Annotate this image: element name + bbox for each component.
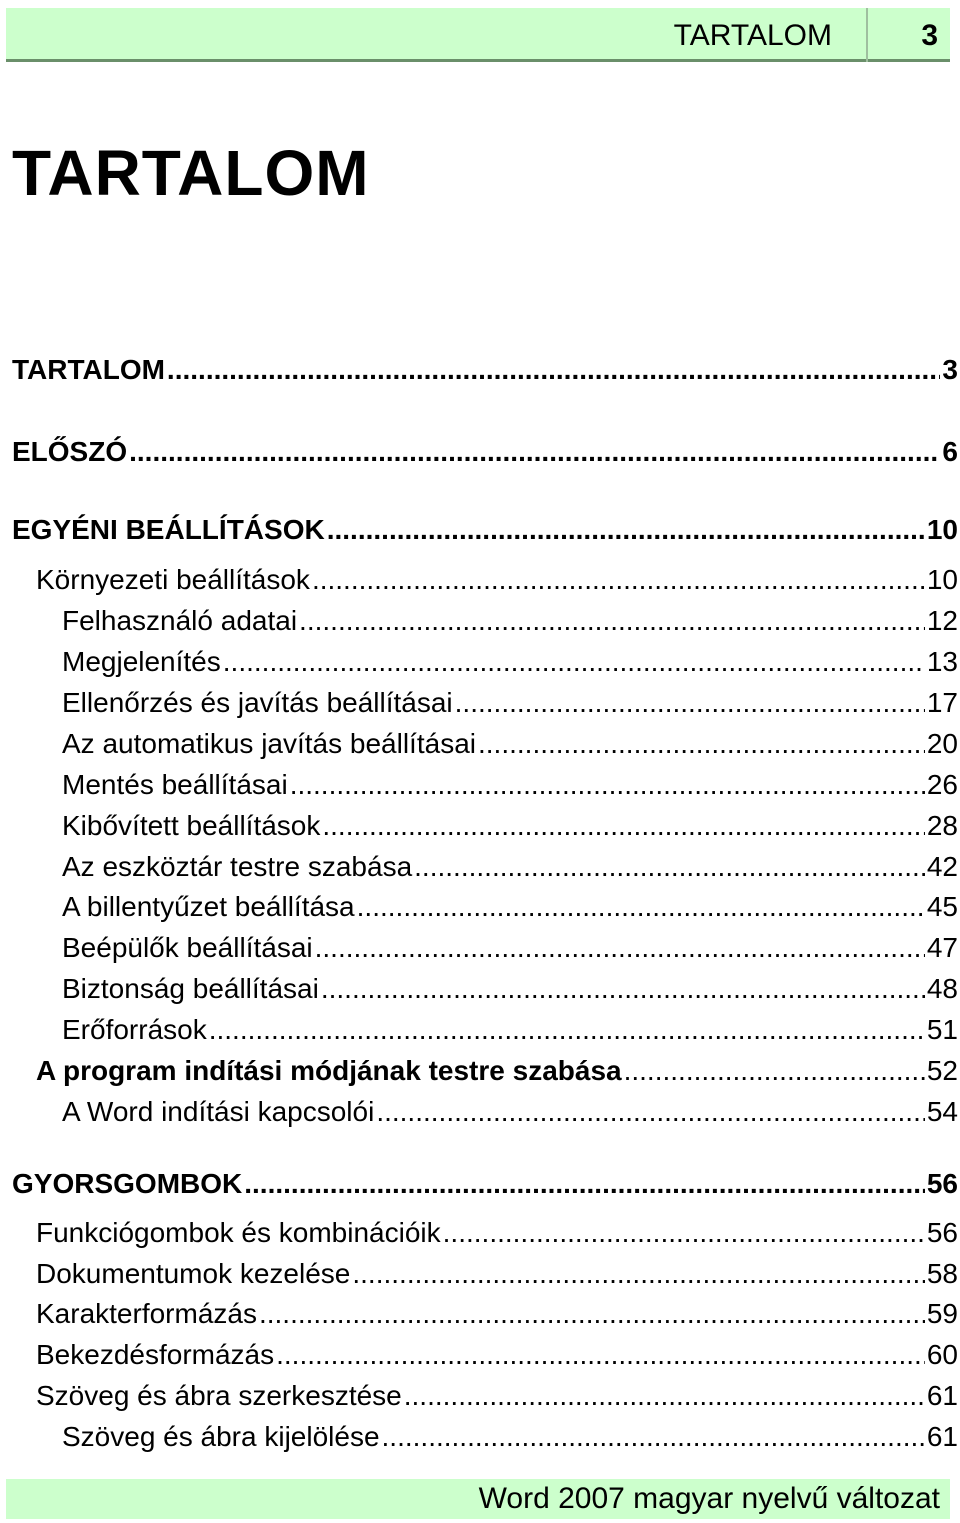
toc-entry-page: 42 — [926, 851, 958, 882]
toc-entry[interactable] — [12, 436, 958, 468]
toc-entry-label: Kibővített beállítások — [62, 810, 321, 841]
toc-entry-label: A program indítási módjának testre szabása — [36, 1055, 622, 1086]
toc-entry-label: Az eszköztár testre szabása — [62, 851, 413, 882]
toc-entry-label: Szöveg és ábra szerkesztése — [36, 1380, 402, 1411]
toc-entry-label: Felhasználó adatai — [62, 605, 298, 636]
footer-text: Word 2007 magyar nyelvű változat — [478, 1482, 940, 1515]
toc-entry-page: 52 — [926, 1055, 958, 1086]
toc-entry-label: Szöveg és ábra kijelölése — [62, 1421, 380, 1452]
toc-leader-dots — [290, 769, 925, 801]
toc-leader-dots — [327, 514, 925, 546]
header-title: TARTALOM — [673, 19, 832, 52]
toc-entry-page: 3 — [942, 354, 958, 385]
toc-entry-page: 28 — [926, 810, 958, 841]
toc-entry[interactable] — [62, 687, 958, 719]
toc-entry[interactable] — [62, 646, 958, 678]
page-footer — [6, 1479, 950, 1519]
toc-entry[interactable] — [36, 1055, 958, 1087]
toc-entry-page: 45 — [926, 891, 958, 922]
toc-leader-dots — [455, 687, 925, 719]
toc-leader-dots — [404, 1380, 925, 1412]
toc-entry-label: Biztonság beállításai — [62, 973, 319, 1004]
toc-leader-dots — [312, 564, 925, 596]
toc-entry-label: Funkciógombok és kombinációik — [36, 1217, 441, 1248]
toc-entry-page: 17 — [926, 687, 958, 718]
toc-entry[interactable] — [36, 1298, 958, 1330]
toc-entry[interactable] — [62, 728, 958, 760]
toc-entry[interactable] — [36, 1217, 958, 1249]
toc-entry-label: Dokumentumok kezelése — [36, 1258, 351, 1289]
toc-entry-page: 13 — [926, 646, 958, 677]
toc-entry-page: 26 — [926, 769, 958, 800]
page-title: TARTALOM — [12, 137, 370, 209]
toc-entry-page: 20 — [926, 728, 958, 759]
toc-entry-page: 48 — [926, 973, 958, 1004]
toc-leader-dots — [276, 1339, 925, 1371]
toc-entry-label: A Word indítási kapcsolói — [62, 1096, 375, 1127]
toc-entry[interactable] — [36, 1258, 958, 1290]
toc-entry-page: 59 — [926, 1298, 958, 1329]
toc-entry[interactable] — [62, 1014, 958, 1046]
toc-entry-page: 10 — [926, 564, 958, 595]
toc-entry[interactable] — [12, 514, 958, 546]
toc-entry-page: 56 — [926, 1217, 958, 1248]
toc-entry-page: 60 — [926, 1339, 958, 1370]
toc-entry-label: Erőforrások — [62, 1014, 207, 1045]
toc-entry-page: 61 — [926, 1421, 958, 1452]
toc-entry-page: 54 — [926, 1096, 958, 1127]
toc-entry-page: 51 — [926, 1014, 958, 1045]
toc-entry-page: 47 — [926, 932, 958, 963]
toc-entry[interactable] — [62, 851, 958, 883]
toc-entry[interactable] — [36, 564, 958, 596]
toc-entry-label: Mentés beállításai — [62, 769, 288, 800]
toc-entry[interactable] — [12, 1168, 958, 1200]
toc-entry-label: Az automatikus javítás beállításai — [62, 728, 476, 759]
toc-entry-label: Környezeti beállítások — [36, 564, 310, 595]
toc-entry-label: Megjelenítés — [62, 646, 221, 677]
toc-entry-label: Ellenőrzés és javítás beállításai — [62, 687, 453, 718]
toc-entry-page: 10 — [926, 514, 958, 545]
toc-leader-dots — [478, 728, 925, 760]
toc-entry[interactable] — [62, 810, 958, 842]
toc-leader-dots — [129, 436, 940, 468]
toc-entry-page: 58 — [926, 1258, 958, 1289]
toc-entry[interactable] — [62, 769, 958, 801]
toc-entry[interactable] — [62, 605, 958, 637]
toc-entry[interactable] — [62, 1421, 958, 1453]
header-page-number: 3 — [921, 19, 938, 52]
toc-entry-label: Bekezdésformázás — [36, 1339, 275, 1370]
toc-entry[interactable] — [36, 1339, 958, 1371]
toc-entry-page: 56 — [926, 1168, 958, 1199]
toc-entry-label: Beépülők beállításai — [62, 932, 313, 963]
toc-leader-dots — [376, 1096, 925, 1128]
toc-entry-page: 61 — [926, 1380, 958, 1411]
toc-leader-dots — [357, 891, 925, 923]
toc-entry[interactable] — [12, 354, 958, 386]
toc-leader-dots — [244, 1168, 925, 1200]
toc-entry-page: 12 — [926, 605, 958, 636]
toc-entry[interactable] — [62, 891, 958, 923]
toc-leader-dots — [382, 1421, 925, 1453]
toc-entry[interactable] — [36, 1380, 958, 1412]
toc-leader-dots — [322, 810, 924, 842]
toc-leader-dots — [259, 1298, 925, 1330]
toc-entry-label: GYORSGOMBOK — [12, 1168, 243, 1199]
toc-leader-dots — [352, 1258, 924, 1290]
toc-leader-dots — [167, 354, 941, 386]
toc-leader-dots — [223, 646, 925, 678]
toc-entry[interactable] — [62, 932, 958, 964]
toc-leader-dots — [443, 1217, 925, 1249]
toc-entry[interactable] — [62, 1096, 958, 1128]
toc-leader-dots — [209, 1014, 925, 1046]
toc-leader-dots — [315, 932, 925, 964]
toc-leader-dots — [414, 851, 925, 883]
toc-entry-label: ELŐSZÓ — [12, 436, 128, 467]
toc-leader-dots — [624, 1055, 925, 1087]
toc-leader-dots — [299, 605, 925, 637]
toc-entry-label: TARTALOM — [12, 354, 165, 385]
toc-entry-label: A billentyűzet beállítása — [62, 891, 355, 922]
toc-entry-label: Karakterformázás — [36, 1298, 257, 1329]
toc-leader-dots — [321, 973, 925, 1005]
toc-entry-label: EGYÉNI BEÁLLÍTÁSOK — [12, 514, 325, 545]
toc-entry[interactable] — [62, 973, 958, 1005]
toc-entry-page: 6 — [942, 436, 958, 467]
